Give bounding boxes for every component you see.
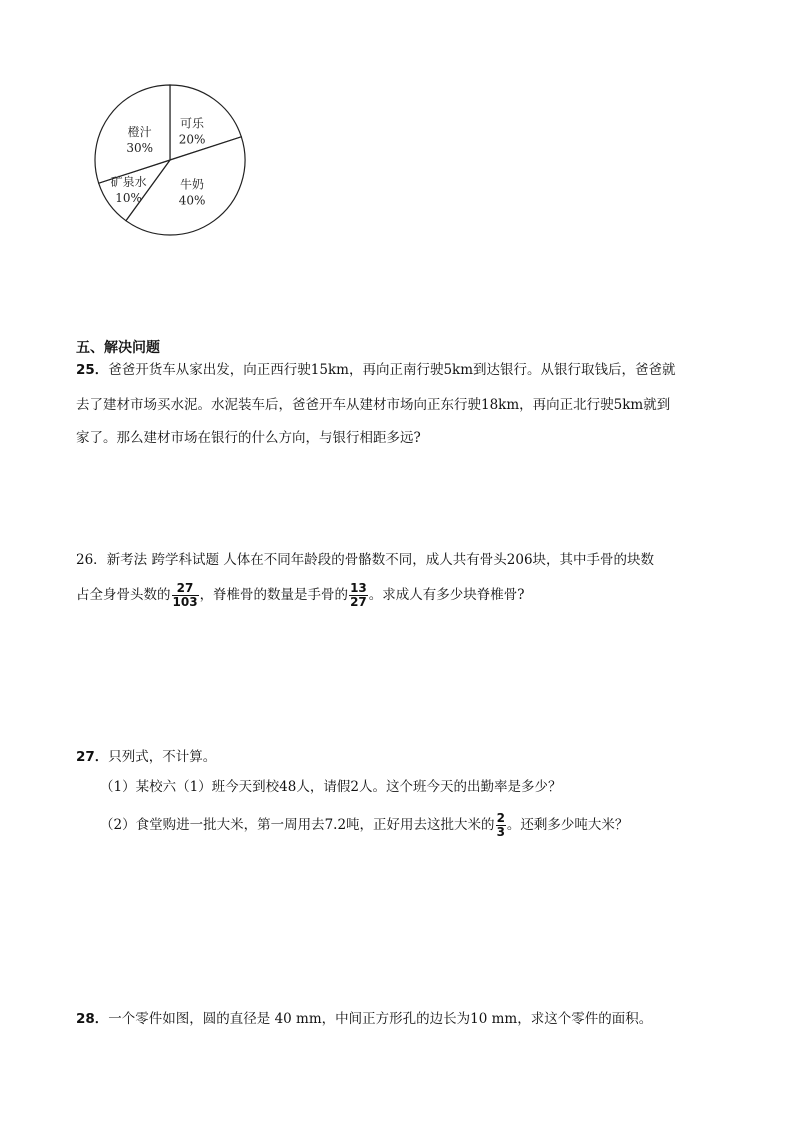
fraction-numerator: 2: [496, 811, 505, 825]
q27-title: 只列式，不计算。: [108, 749, 217, 765]
q25-line-2: 去了建材市场买水泥。水泥装车后，爸爸开车从建材市场向正东行驶18km，再向正北行驶5km就到: [76, 397, 671, 413]
q26-line-2: [76, 580, 525, 610]
fraction-denominator: 103: [172, 595, 198, 609]
pie-value-water: 10%: [115, 191, 142, 206]
question-28: [76, 1004, 652, 1034]
fraction-2-3: [496, 812, 506, 839]
q28-text: 一个零件如图，圆的直径是 40 mm，中间正方形孔的边长为10 mm，求这个零件的面积。: [108, 1011, 653, 1027]
question-27: [76, 742, 216, 772]
pie-label-orange: 橙汁: [127, 124, 152, 139]
q27-sub-2-text-a: （2）食堂购进一批大米，第一周用去7.2吨，正好用去这批大米的: [100, 817, 495, 833]
section-title: 五、解决问题: [76, 340, 160, 356]
pie-value-milk: 40%: [178, 193, 206, 208]
q26-text-c: 。求成人有多少块脊椎骨?: [368, 587, 525, 603]
fraction-numerator: 27: [176, 581, 194, 595]
q26-line-1: 新考法 跨学科试题 人体在不同年龄段的骨骼数不同，成人共有骨头206块，其中手骨的块数: [106, 552, 655, 568]
question-25: [76, 355, 676, 385]
pie-value-cola: 20%: [178, 132, 206, 147]
pie-label-milk: 牛奶: [180, 177, 205, 192]
fraction-13-27: [349, 582, 368, 609]
q26-text-a: 占全身骨头数的: [76, 587, 171, 603]
fraction-denominator: 3: [496, 825, 505, 839]
pie-label-cola: 可乐: [180, 116, 205, 131]
question-number: 26．: [76, 552, 107, 568]
question-number: 27．: [76, 749, 109, 765]
fraction-27-103: [172, 582, 199, 609]
question-number: 28．: [76, 1011, 109, 1027]
q26-text-b: ，脊椎骨的数量是手骨的: [199, 587, 349, 603]
q25-line-1: 爸爸开货车从家出发，向正西行驶15km，再向正南行驶5km到达银行。从银行取钱后，爸爸就: [108, 362, 676, 378]
fraction-denominator: 27: [350, 595, 367, 609]
pie-chart: [91, 83, 249, 237]
question-number: 25．: [76, 362, 109, 378]
question-26: [76, 545, 654, 575]
pie-label-water: 矿泉水: [110, 175, 147, 190]
q27-sub-1: （1）某校六（1）班今天到校48人，请假2人。这个班今天的出勤率是多少？: [100, 779, 562, 795]
fraction-numerator: 13: [350, 581, 367, 595]
pie-value-orange: 30%: [126, 140, 153, 155]
q27-sub-2-text-b: 。还剩多少吨大米？: [506, 817, 629, 833]
q25-line-3: 家了。那么建材市场在银行的什么方向，与银行相距多远?: [76, 430, 421, 446]
q27-sub-2: [100, 810, 628, 840]
